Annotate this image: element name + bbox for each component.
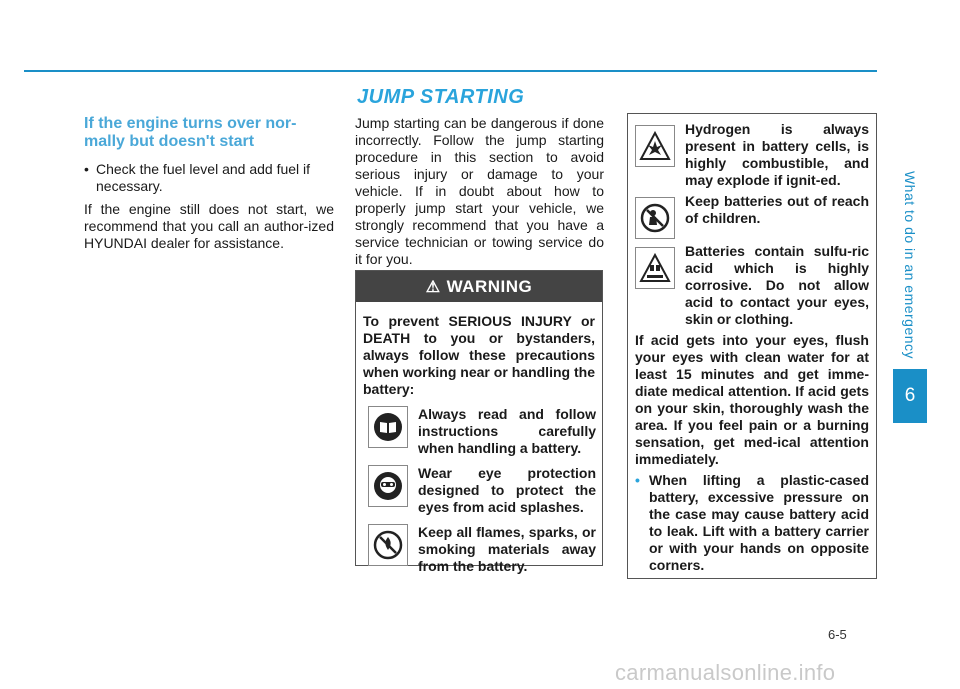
list-item: • When lifting a plastic-cased battery, excessive pressure on the case may cause battery acid to leak. Lift with a battery carrier or with your hands on opposite corners. (635, 472, 869, 573)
header-rule (24, 70, 877, 72)
explosion-hazard-icon (635, 125, 675, 167)
left-column (84, 115, 334, 252)
corrosive-acid-icon (635, 247, 675, 289)
page-number: 6-5 (828, 627, 847, 642)
chapter-number-tab[interactable]: 6 (893, 369, 927, 423)
section-title: JUMP STARTING (357, 86, 525, 108)
warning-item: Keep all flames, sparks, or smoking materials away from the battery. (368, 524, 596, 575)
warning-triangle-icon: ⚠ (425, 278, 441, 296)
keep-away-children-icon (635, 197, 675, 239)
no-flame-icon (368, 524, 408, 566)
eye-protection-icon (368, 465, 408, 507)
subsection-heading: If the engine turns over nor-mally but doesn't start (84, 115, 297, 150)
body-paragraph: If the engine still does not start, we recommend that you call an author-ized HYUNDAI dealer for assistance. (84, 201, 334, 251)
warning-item: Always read and follow instructions carefully when handling a battery. (368, 406, 596, 457)
hazard-item: Batteries contain sulfu-ric acid which is highly corrosive. Do not allow acid to contact your eyes, skin or clothing. (635, 243, 869, 328)
warning-box (355, 270, 603, 574)
hazard-item: Hydrogen is always present in battery cells, is highly combustible, and may explode if ignit-ed. (635, 121, 869, 189)
watermark: carmanualsonline.info (615, 660, 836, 685)
section-intro: Jump starting can be dangerous if done incorrectly. Follow the jump starting procedure in this section to avoid serious injury or damage to your vehicle. If in doubt about how to properly jump start your vehicle, we strongly recommend that you have a service technician or towing service do it for you. (355, 115, 604, 267)
list-item: • Check the fuel level and add fuel if necessary. (84, 161, 311, 194)
manual-book-icon (368, 406, 408, 448)
bullet-icon: • (635, 472, 640, 488)
hazard-item: Keep batteries out of reach of children. (635, 193, 869, 239)
acid-first-aid-paragraph: If acid gets into your eyes, flush your eyes with clean water for at least 15 minutes and get imme-diate medical attention. If acid gets on your skin, thoroughly wash the area. If you feel pain or a burning sensation, get med-ical attention immediately. (635, 332, 869, 467)
bullet-icon: • (84, 161, 89, 177)
warning-intro: To prevent SERIOUS INJURY or DEATH to you or bystanders, always follow these precautions when working near or handling the battery: (363, 313, 595, 397)
battery-hazard-box (627, 113, 877, 579)
chapter-side-label: What to do in an emergency (902, 170, 919, 360)
warning-header: ⚠ WARNING (356, 271, 602, 302)
warning-item: Wear eye protection designed to protect the eyes from acid splashes. (368, 465, 596, 516)
